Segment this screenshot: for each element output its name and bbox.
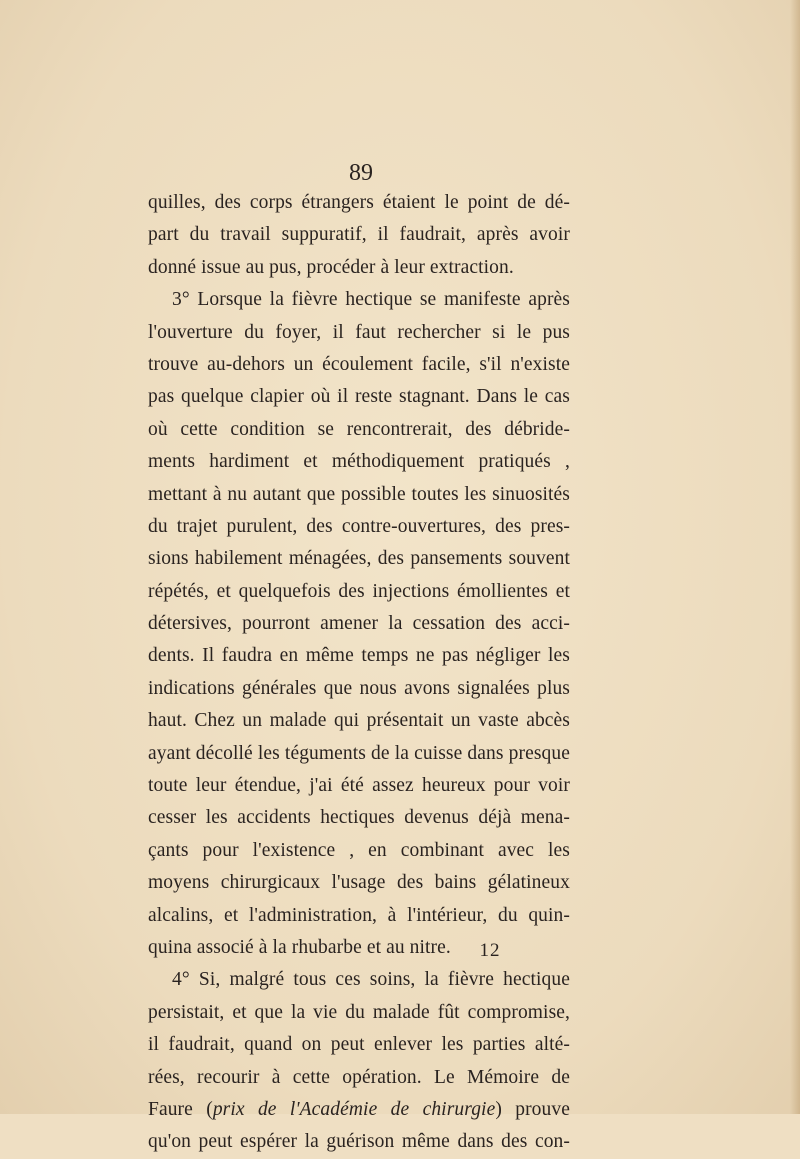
text-fragment: Faure ( — [148, 1098, 213, 1120]
text-line: sions habilement ménagées, des pansements souvent — [148, 548, 570, 570]
text-line: pas quelque clapier où il reste stagnant. Dans le cas — [148, 386, 570, 408]
signature-mark: 12 — [479, 940, 501, 961]
text-line: 3° Lorsque la fièvre hectique se manifeste après — [172, 289, 570, 311]
text-line: du trajet purulent, des contre-ouvertures, des pres- — [148, 515, 570, 537]
text-line: çants pour l'existence , en combinant avec les — [148, 839, 570, 861]
text-line: persistait, et que la vie du malade fût compromise, — [148, 1001, 570, 1023]
text-line: l'ouverture du foyer, il faut rechercher si le pus — [148, 321, 570, 343]
text-fragment: ) prouve — [495, 1098, 570, 1120]
text-line: détersives, pourront amener la cessation des acci- — [148, 613, 570, 635]
text-line-with-citation — [148, 1094, 570, 1126]
page-number: 89 — [349, 160, 373, 186]
text-line: où cette condition se rencontrerait, des débride- — [148, 418, 570, 440]
text-line: quilles, des corps étrangers étaient le point de dé- — [148, 192, 570, 213]
text-line: toute leur étendue, j'ai été assez heureux pour voir — [148, 775, 570, 797]
text-line: répétés, et quelquefois des injections émollientes et — [148, 580, 570, 602]
body-text — [148, 187, 570, 1159]
text-line: qu'on peut espérer la guérison même dans des con- — [148, 1131, 570, 1153]
text-line: alcalins, et l'administration, à l'intérieur, du quin- — [148, 904, 570, 926]
text-line: donné issue au pus, procéder à leur extraction. — [148, 256, 514, 278]
text-line: moyens chirurgicaux l'usage des bains gélatineux — [148, 872, 570, 894]
text-line: dents. Il faudra en même temps ne pas négliger les — [148, 645, 570, 667]
text-line: indications générales que nous avons signalées plus — [148, 677, 570, 699]
text-line: rées, recourir à cette opération. Le Mémoire de — [148, 1066, 570, 1088]
text-line: ayant décollé les téguments de la cuisse dans presque — [148, 742, 570, 764]
text-line: ments hardiment et méthodiquement pratiqués , — [148, 451, 570, 473]
text-line: part du travail suppuratif, il faudrait, après avoir — [148, 224, 570, 246]
citation-italic: prix de l'Académie de chirurgie — [212, 1098, 496, 1120]
text-line: il faudrait, quand on peut enlever les parties alté- — [148, 1034, 570, 1056]
text-line: cesser les accidents hectiques devenus déjà mena- — [148, 807, 570, 829]
text-line: quina associé à la rhubarbe et au nitre. — [148, 936, 451, 958]
text-line: 4° Si, malgré tous ces soins, la fièvre hectique — [172, 969, 570, 991]
text-line: haut. Chez un malade qui présentait un vaste abcès — [148, 710, 570, 732]
text-line: trouve au-dehors un écoulement facile, s'il n'existe — [148, 353, 570, 375]
text-line: mettant à nu autant que possible toutes les sinuosités — [148, 483, 570, 505]
